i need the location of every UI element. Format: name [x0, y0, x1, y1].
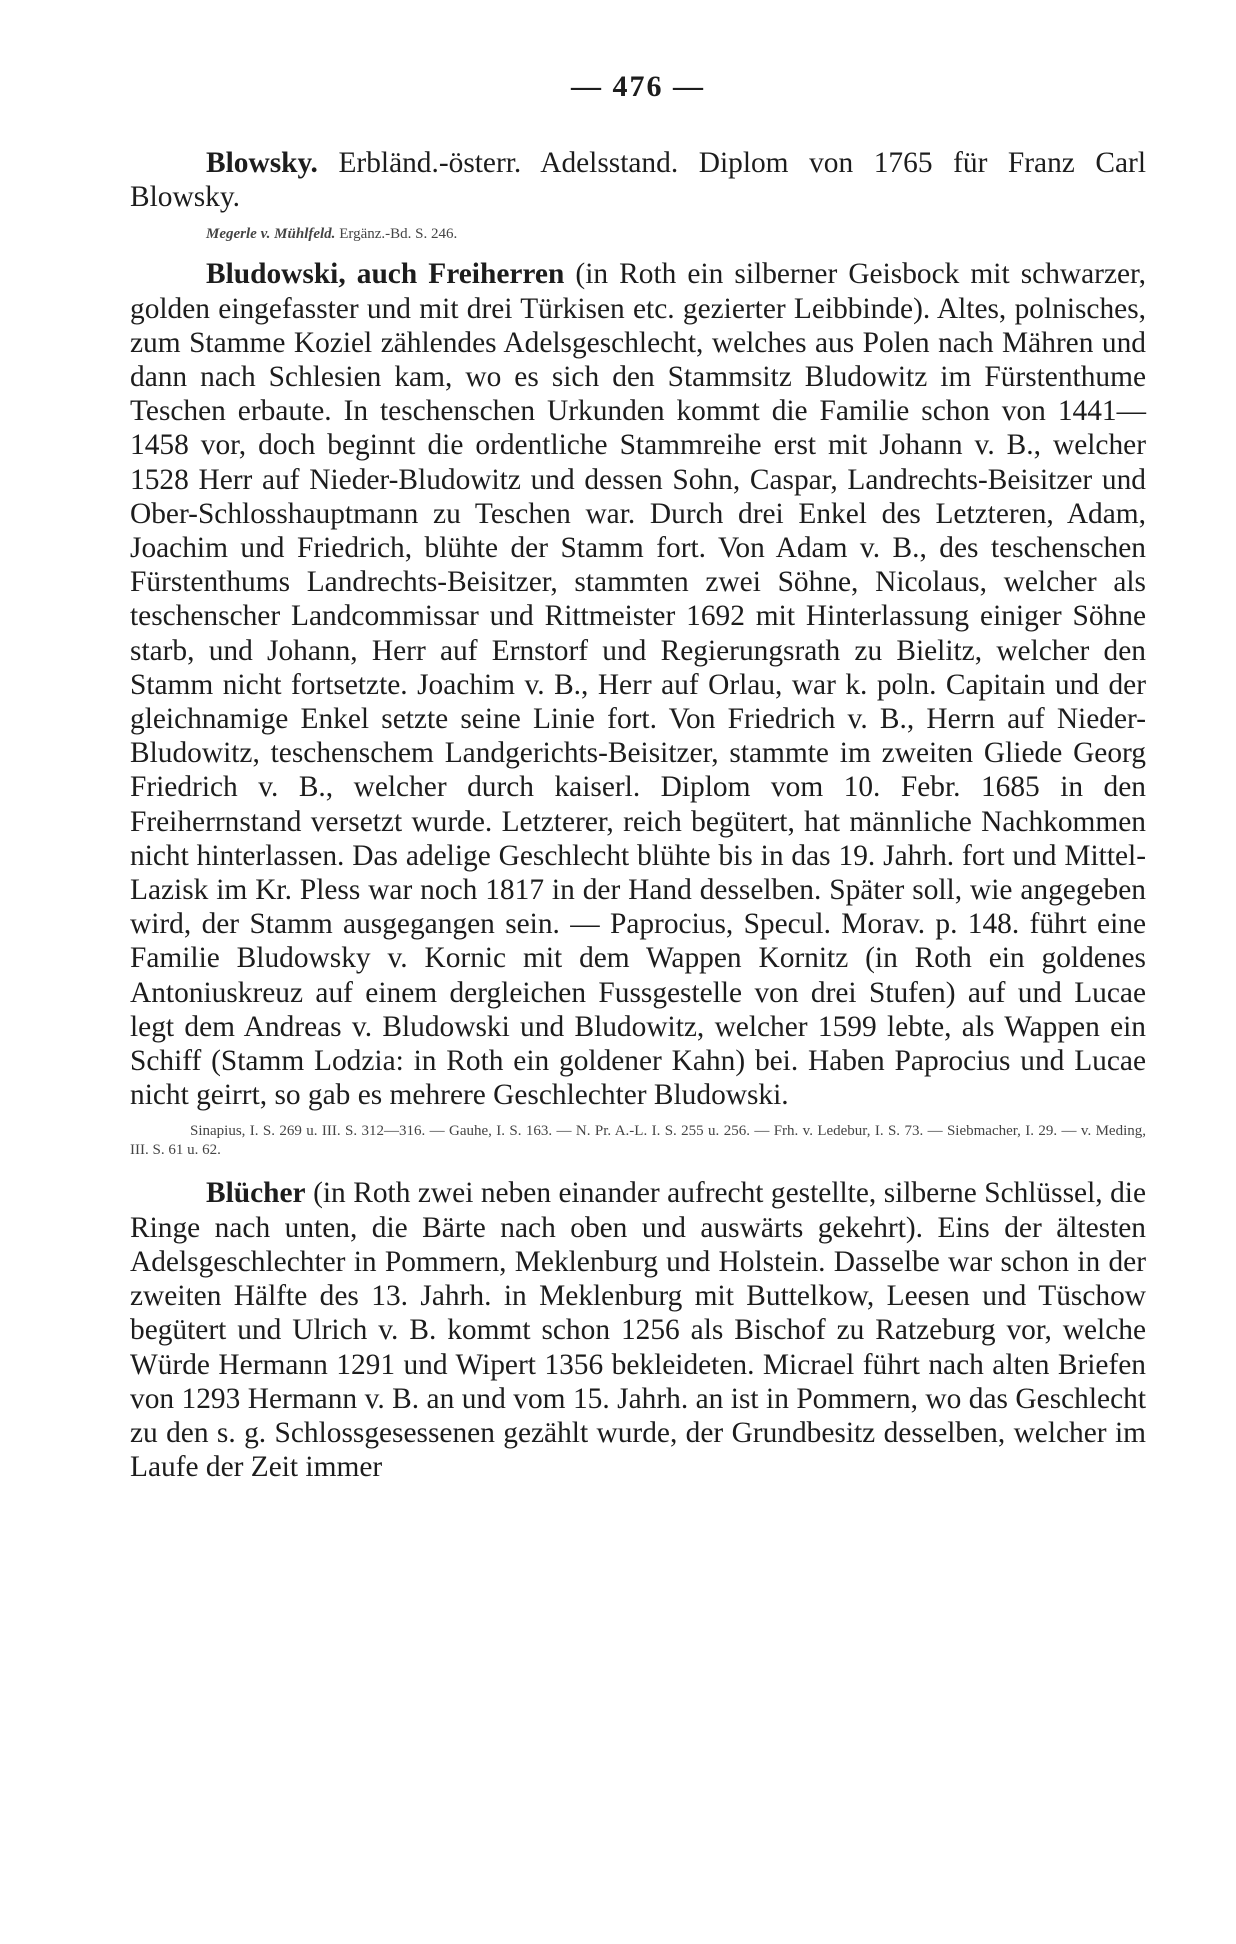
entry-bludowski — [130, 257, 1146, 1112]
source-citation — [130, 224, 1146, 245]
source-lead: Megerle v. Mühlfeld. — [206, 226, 336, 243]
entry-name: Bludowski, auch Freiherren — [206, 258, 565, 291]
entry-name: Blowsky. — [206, 147, 318, 179]
source-citation: Sinapius, I. S. 269 u. III. S. 312—316. — Gauhe, I. S. 163. — N. Pr. A.-L. I. S. 255 u. 256. — Frh. v. Ledebur, I. S. 73. — Siebmacher, I. 29. — v. Meding, III. S. 61 u. 62. — [130, 1123, 1146, 1159]
entry-text: (in Roth zwei neben einander aufrecht gestellte, silberne Schlüssel, die Ringe nach unten, die Bärte nach oben und auswärts gekehrt). Eins der ältesten Adelsgeschlechter in Pommern, Meklenburg und Holstein. Dasselbe war schon in der zweiten Hälfte des 13. Jahrh. in Meklenburg mit Buttelkow, Leesen und Tüschow begütert und Ulrich v. B. kommt schon 1256 als Bischof zu Ratzeburg vor, welche Würde Hermann 1291 und Wipert 1356 bekleideten. Micrael führt nach alten Briefen von 1293 Hermann v. B. an und vom 15. Jahrh. an ist in Pommern, wo das Geschlecht zu den s. g. Schlossgesessenen gezählt wurde, der Grundbesitz desselben, welcher im Laufe der Zeit immer — [130, 1177, 1146, 1484]
entry-text: Erbländ.-österr. Adelsstand. Diplom von 1765 für Franz Carl Blowsky. — [130, 147, 1146, 214]
entry-name: Blücher — [206, 1177, 306, 1210]
source-rest: Ergänz.-Bd. S. 246. — [335, 226, 458, 243]
entry-bluecher — [130, 1176, 1146, 1484]
document-page — [130, 70, 1146, 1484]
page-number: — 476 — — [571, 70, 705, 103]
entry-blowsky — [130, 146, 1146, 214]
entry-text: (in Roth ein silberner Geisbock mit schwarzer, golden eingefasster und mit drei Türkisen etc. gezierter Leibbinde). Altes, polnisches, zum Stamme Koziel zählendes Adelsgeschlecht, welches aus Polen nach Mähren und dann nach Schlesien kam, wo es sich den Stammsitz Bludowitz im Fürstenthume Teschen erbaute. In teschenschen Urkunden kommt die Familie schon von 1441—1458 vor, doch beginnt die ordentliche Stammreihe erst mit Johann v. B., welcher 1528 Herr auf Nieder-Bludowitz und dessen Sohn, Caspar, Landrechts-Beisitzer und Ober-Schlosshauptmann zu Teschen war. Durch drei Enkel des Letzteren, Adam, Joachim und Friedrich, blühte der Stamm fort. Von Adam v. B., des teschenschen Fürstenthums Landrechts-Beisitzer, stammten zwei Söhne, Nicolaus, welcher als teschenscher Landcommissar und Rittmeister 1692 mit Hinterlassung einiger Söhne starb, und Johann, Herr auf Ernstorf und Regierungsrath zu Bielitz, welcher den Stamm nicht fortsetzte. Joachim v. B., Herr auf Orlau, war k. poln. Capitain und der gleichnamige Enkel setzte seine Linie fort. Von Friedrich v. B., Herrn auf Nieder-Bludowitz, teschenschem Landgerichts-Beisitzer, stammte im zweiten Gliede Georg Friedrich v. B., welcher durch kaiserl. Diplom vom 10. Febr. 1685 in den Freiherrnstand versetzt wurde. Letzterer, reich begütert, hat männliche Nachkommen nicht hinterlassen. Das adelige Geschlecht blühte bis in das 19. Jahrh. fort und Mittel-Lazisk im Kr. Pless war noch 1817 in der Hand desselben. Später soll, wie angegeben wird, der Stamm ausgegangen sein. — Paprocius, Specul. Morav. p. 148. führt eine Familie Bludowsky v. Kornic mit dem Wappen Kornitz (in Roth ein goldenes Antoniuskreuz auf einem dergleichen Fussgestelle von drei Stufen) auf und Lucae legt dem Andreas v. Bludowski und Bludowitz, welcher 1599 lebte, als Wappen ein Schiff (Stamm Lodzia: in Roth ein goldener Kahn) bei. Haben Paprocius und Lucae nicht geirrt, so gab es mehrere Geschlechter Bludowski. — [130, 258, 1147, 1112]
